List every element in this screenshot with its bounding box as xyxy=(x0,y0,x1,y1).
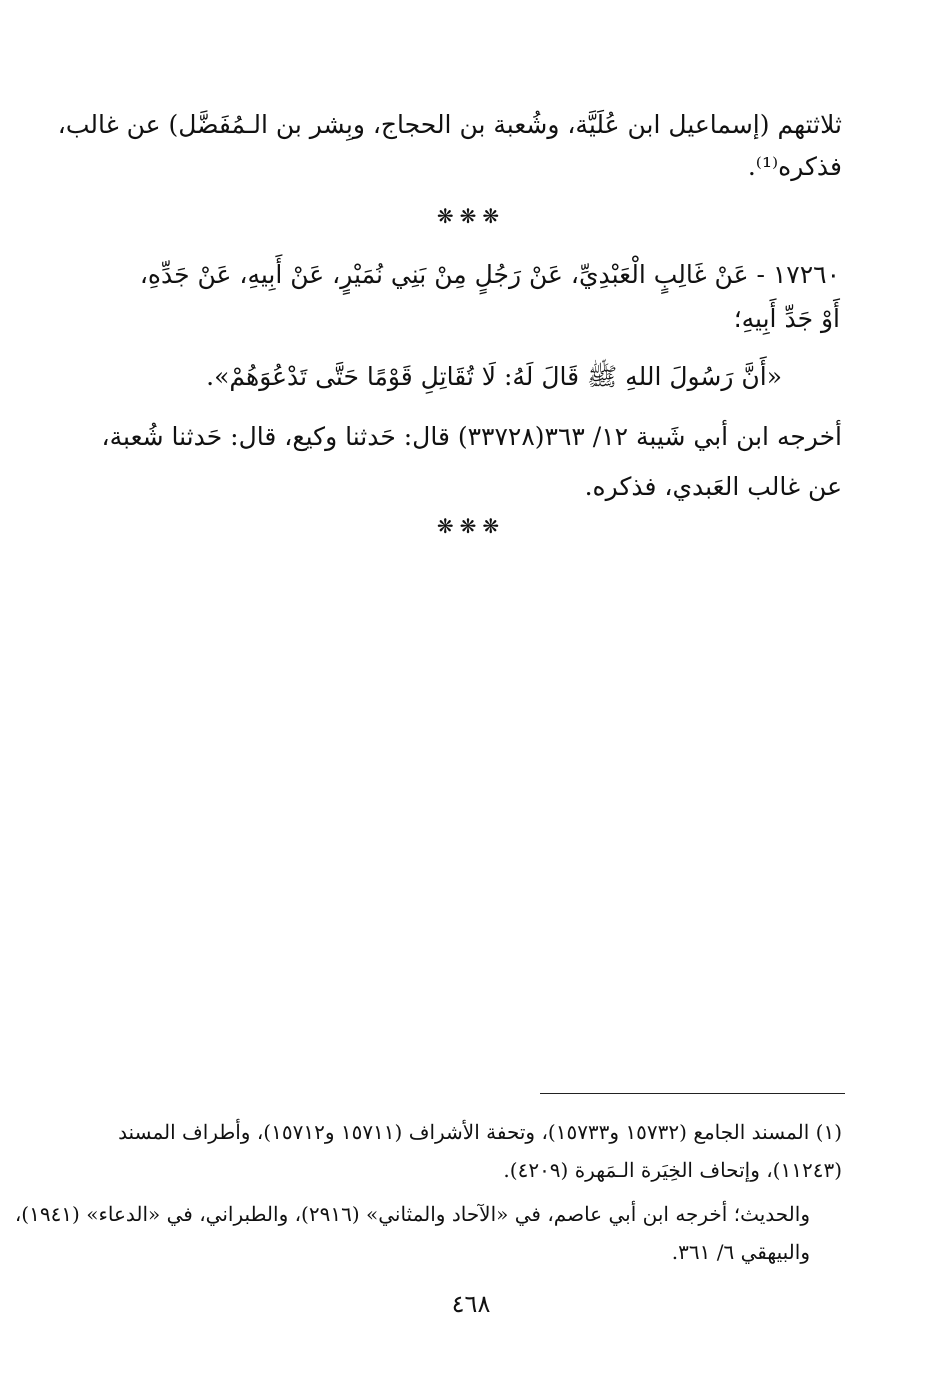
hadith-line-2: أَوْ جَدِّ أَبِيهِ؛ xyxy=(733,304,840,333)
hadith-matn: «أَنَّ رَسُولَ اللهِ ﷺ قَالَ لَهُ: لَا تُقَاتِلِ قَوْمًا حَتَّى تَدْعُوَهُمْ». xyxy=(206,362,782,391)
takhrij-line-2: عن غالب العَبدي، فذكره. xyxy=(584,472,842,501)
footnote-divider xyxy=(540,1093,845,1094)
section-separator: ❋❋❋ xyxy=(436,204,506,228)
takhrij-line-1: أخرجه ابن أبي شَيبة ١٢/ ٣٦٣(٣٣٧٢٨) قال: حَدثنا وكيع، قال: حَدثنا شُعبة، xyxy=(101,422,842,451)
page-number: ٤٦٨ xyxy=(451,1290,491,1318)
footnote-2-line-2: والبيهقي ٦/ ٣٦١. xyxy=(671,1240,810,1264)
paragraph-1-line-1: ثلاثتهم (إسماعيل ابن عُلَيَّة، وشُعبة بن الحجاج، وبِشر بن الـمُفَضَّل) عن غالب، xyxy=(57,110,842,139)
paragraph-1-line-2: فذكره⁽¹⁾. xyxy=(747,152,842,181)
hadith-line-1: ١٧٢٦٠ - عَنْ غَالِبٍ الْعَبْدِيِّ، عَنْ رَجُلٍ مِنْ بَنِي نُمَيْرٍ، عَنْ أَبِيهِ، عَنْ جَدِّهِ، xyxy=(139,260,840,289)
footnote-1-line-2: (١١٢٤٣)، وإتحاف الخِيَرة الـمَهرة (٤٢٠٩). xyxy=(503,1158,842,1182)
footnote-1-line-1: (١) المسند الجامع (١٥٧٣٢ و١٥٧٣٣)، وتحفة الأشراف (١٥٧١١ و١٥٧١٢)، وأطراف المسند xyxy=(118,1120,842,1144)
section-separator-2: ❋❋❋ xyxy=(436,514,506,538)
footnote-2-line-1: والحديث؛ أخرجه ابن أبي عاصم، في «الآحاد والمثاني» (٢٩١٦)، والطبراني، في «الدعاء» (١٩٤١)، xyxy=(14,1202,810,1226)
